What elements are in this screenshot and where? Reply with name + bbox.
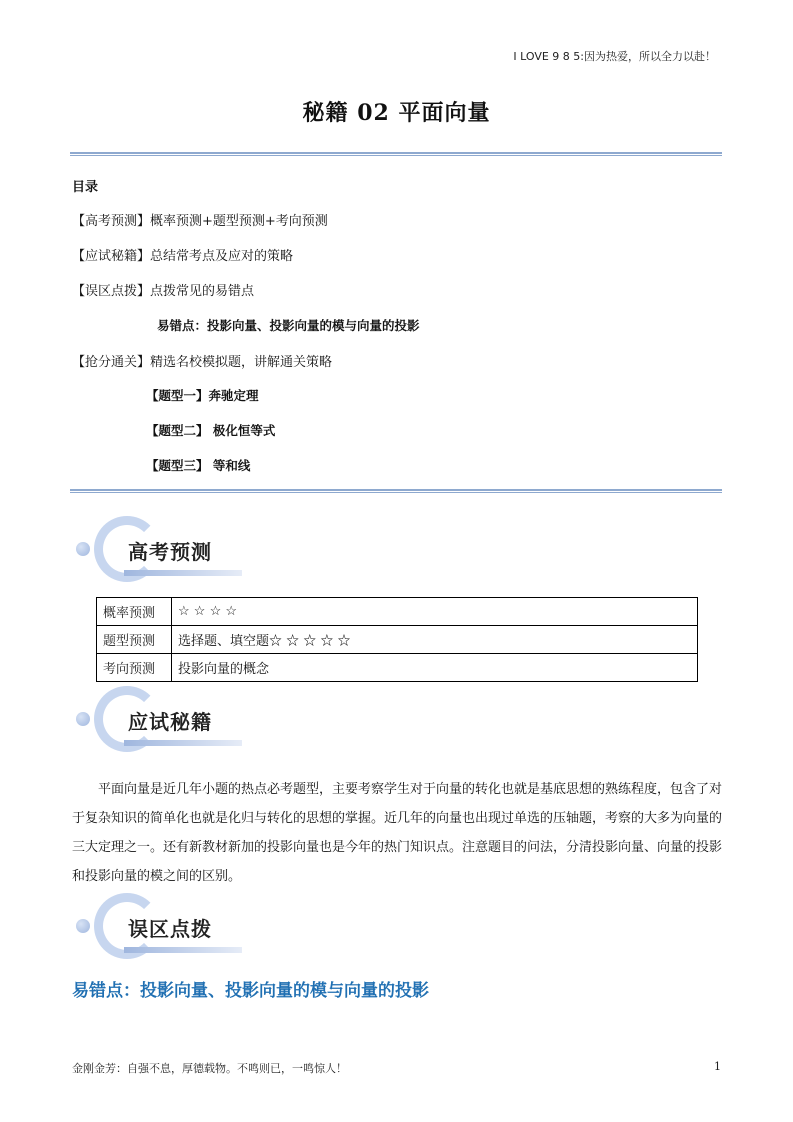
section-title: 高考预测 bbox=[128, 540, 212, 564]
toc-item-text: 总结常考点及应对的策略 bbox=[150, 249, 294, 264]
strategy-paragraph: 平面向量是近几年小题的热点必考题型，主要考察学生对于向量的转化也就是基底思想的熟练程度，包含了对于复杂知识的简单化也就是化归与转化的思想的掌握。近几年的向量也出现过单选的压轴题，考察的大多为向量的三大定理之一。还有新教材新加的投影向量也是今年的热门知识点。注意题目的问法，分清投影向量、向量的投影和投影向量的模之间的区别。 bbox=[72, 782, 723, 884]
toc-item-prediction[interactable] bbox=[72, 210, 328, 229]
section-title: 应试秘籍 bbox=[128, 710, 212, 734]
toc-divider bbox=[70, 489, 722, 494]
table-row bbox=[97, 654, 698, 682]
toc-item-text: 点拨常见的易错点 bbox=[150, 284, 255, 299]
table-cell-key: 考向预测 bbox=[97, 654, 172, 682]
table-row bbox=[97, 598, 698, 626]
toc-item-practice[interactable] bbox=[72, 351, 332, 370]
toc-subitem-type3[interactable] bbox=[146, 456, 250, 474]
table-cell-value: ☆ ☆ ☆ ☆ bbox=[172, 598, 698, 626]
top-divider bbox=[70, 152, 722, 157]
toc-subitem-tag: 【题型二】 bbox=[146, 423, 209, 438]
page-title: 秘籍 02 平面向量 bbox=[302, 100, 491, 126]
toc-subitem-text: 极化恒等式 bbox=[208, 423, 276, 438]
table-cell-key: 概率预测 bbox=[97, 598, 172, 626]
section-title: 误区点拨 bbox=[128, 917, 212, 941]
bullet-dot-icon bbox=[76, 712, 90, 726]
section-banner-strategy bbox=[76, 686, 246, 758]
toc-heading: 目录 bbox=[72, 180, 99, 195]
page-number: 1 bbox=[714, 1060, 721, 1073]
error-point-heading: 易错点：投影向量、投影向量的模与向量的投影 bbox=[72, 981, 429, 1001]
section-banner-prediction bbox=[76, 516, 246, 588]
banner-underline bbox=[124, 570, 242, 576]
banner-underline bbox=[124, 740, 242, 746]
prediction-table bbox=[96, 597, 698, 682]
toc-item-tag: 【抢分通关】 bbox=[72, 355, 151, 370]
toc-subitem-type1[interactable] bbox=[146, 386, 259, 404]
toc-item-tag: 【高考预测】 bbox=[72, 214, 151, 229]
toc-subitem-text: 等和线 bbox=[208, 458, 251, 473]
toc-subitem-type2[interactable] bbox=[146, 421, 275, 439]
table-cell-key: 题型预测 bbox=[97, 626, 172, 654]
bullet-dot-icon bbox=[76, 542, 90, 556]
footer-motto: 金刚金芳：自强不息，厚德载物。不鸣则已，一鸣惊人！ bbox=[72, 1062, 347, 1075]
toc-subitem-tag: 【题型三】 bbox=[146, 458, 209, 473]
toc-item-text: 概率预测+题型预测+考向预测 bbox=[150, 214, 328, 229]
section-banner-mistakes bbox=[76, 893, 246, 965]
table-row bbox=[97, 626, 698, 654]
table-cell-value: 投影向量的概念 bbox=[172, 654, 698, 682]
table-cell-value: 选择题、填空题☆ ☆ ☆ ☆ ☆ bbox=[172, 626, 698, 654]
toc-subitem-error-point[interactable]: 易错点：投影向量、投影向量的模与向量的投影 bbox=[157, 318, 420, 333]
page-header-text: I LOVE 9 8 5:因为热爱，所以全力以赴！ bbox=[513, 50, 716, 63]
toc-item-tag: 【应试秘籍】 bbox=[72, 249, 151, 264]
toc-item-mistakes[interactable] bbox=[72, 280, 254, 299]
toc-item-strategy[interactable] bbox=[72, 245, 293, 264]
toc-item-text: 精选名校模拟题，讲解通关策略 bbox=[150, 355, 333, 370]
toc-subitem-tag: 【题型一】 bbox=[146, 388, 209, 403]
toc-subitem-text: 奔驰定理 bbox=[208, 388, 259, 403]
bullet-dot-icon bbox=[76, 919, 90, 933]
toc-item-tag: 【误区点拨】 bbox=[72, 284, 151, 299]
banner-underline bbox=[124, 947, 242, 953]
